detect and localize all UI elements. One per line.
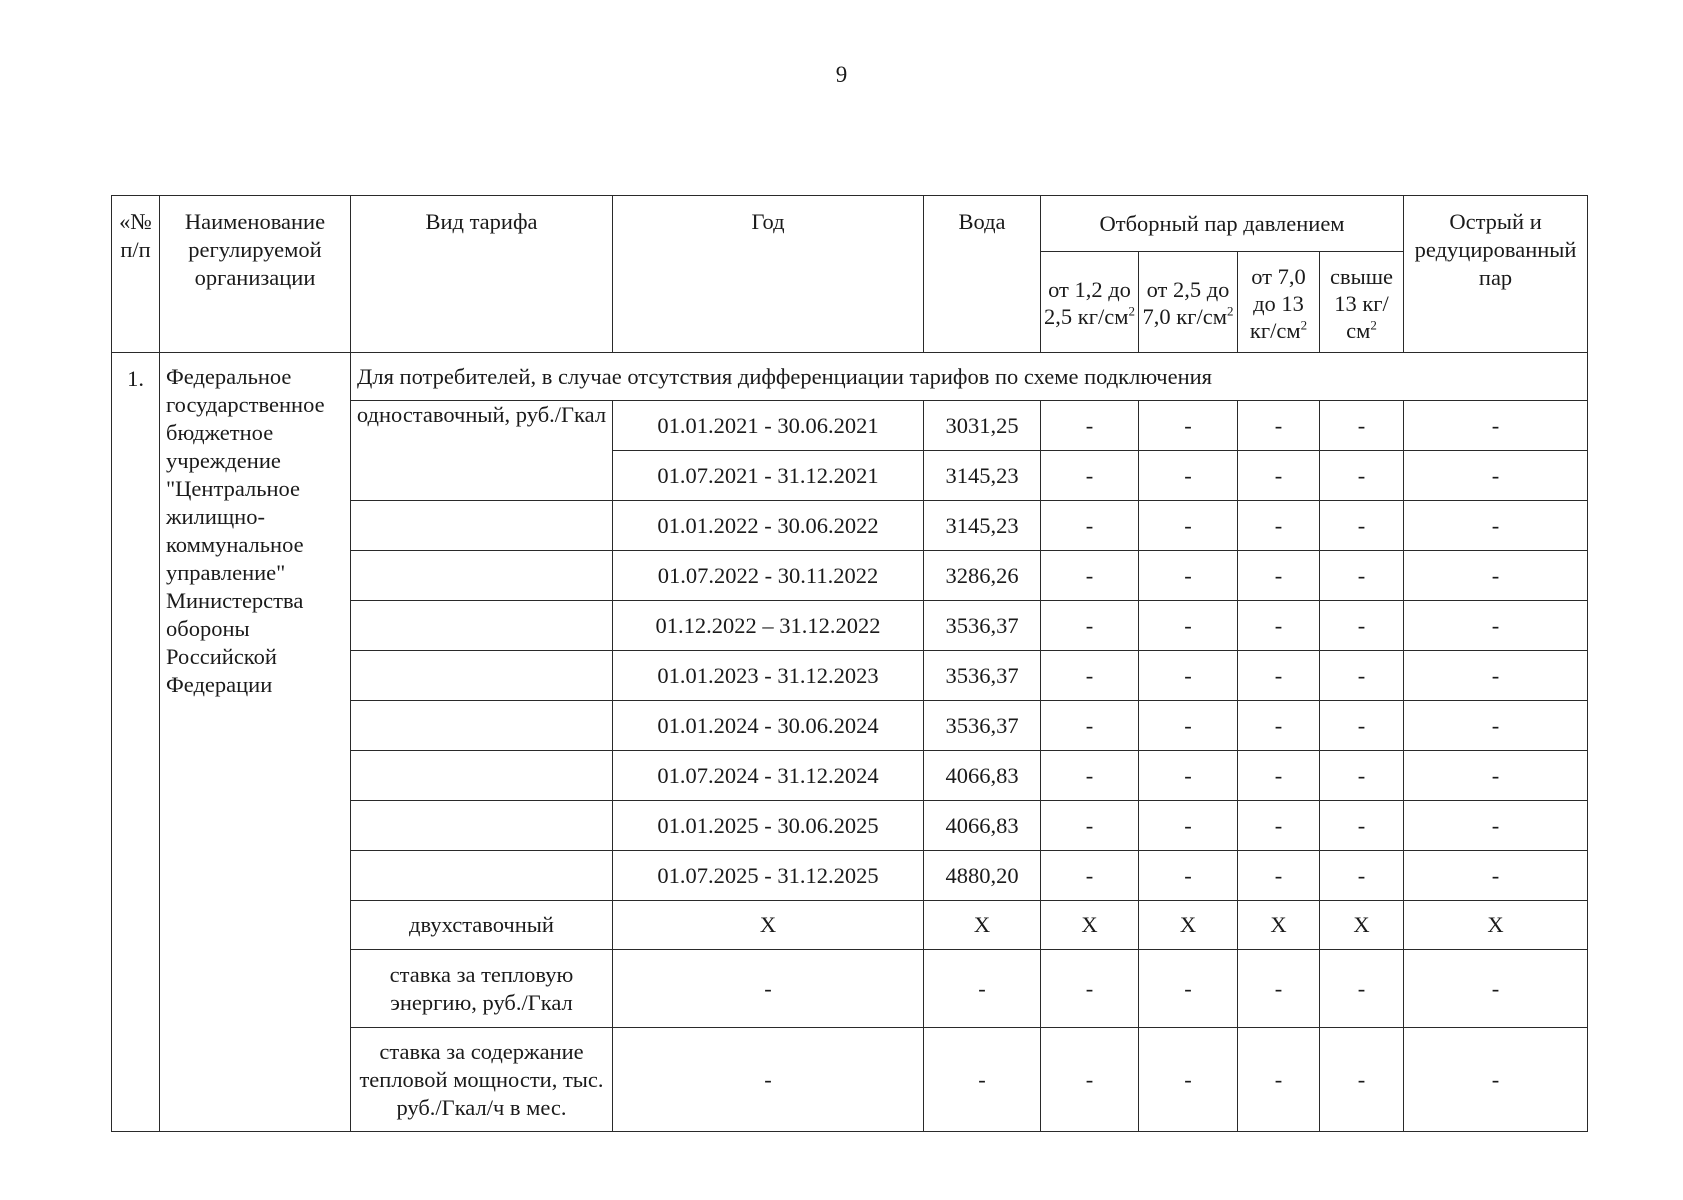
- period-cell: 01.12.2022 – 31.12.2022: [613, 601, 924, 651]
- steam-3-cell: -: [1238, 801, 1320, 851]
- tariff-type-empty: [351, 801, 613, 851]
- steam-4-cell: -: [1320, 751, 1404, 801]
- steam-4-cell: -: [1320, 801, 1404, 851]
- steam-3-cell: -: [1238, 401, 1320, 451]
- period-cell: 01.01.2022 - 30.06.2022: [613, 501, 924, 551]
- period-cell: -: [613, 950, 924, 1028]
- sharp-steam-cell: -: [1404, 551, 1588, 601]
- period-cell: 01.01.2024 - 30.06.2024: [613, 701, 924, 751]
- tariff-type-empty: [351, 551, 613, 601]
- two-rate-label: двухставочный: [351, 901, 613, 950]
- row-number: 1.: [112, 353, 160, 1132]
- steam-1-cell: -: [1041, 701, 1139, 751]
- steam-4-cell: -: [1320, 501, 1404, 551]
- period-cell: 01.07.2024 - 31.12.2024: [613, 751, 924, 801]
- header-steam-pressure: Отборный пар давлением: [1041, 196, 1404, 252]
- steam-4-cell: X: [1320, 901, 1404, 950]
- steam-4-cell: -: [1320, 1028, 1404, 1132]
- tariff-type-empty: [351, 601, 613, 651]
- water-cell: 3031,25: [924, 401, 1041, 451]
- sharp-steam-cell: -: [1404, 751, 1588, 801]
- water-cell: X: [924, 901, 1041, 950]
- header-sharp-steam: Острый и редуцированный пар: [1404, 196, 1588, 353]
- heat-energy-rate-label: ставка за тепловую энергию, руб./Гкал: [351, 950, 613, 1028]
- sharp-steam-cell: -: [1404, 801, 1588, 851]
- tariff-type-empty: [351, 851, 613, 901]
- steam-3-cell: -: [1238, 601, 1320, 651]
- sharp-steam-cell: -: [1404, 701, 1588, 751]
- sharp-steam-cell: -: [1404, 950, 1588, 1028]
- steam-2-cell: -: [1139, 851, 1238, 901]
- steam-1-cell: X: [1041, 901, 1139, 950]
- sharp-steam-cell: -: [1404, 651, 1588, 701]
- water-cell: 4066,83: [924, 751, 1041, 801]
- tariff-type-empty: [351, 701, 613, 751]
- period-cell: 01.07.2021 - 31.12.2021: [613, 451, 924, 501]
- steam-4-cell: -: [1320, 851, 1404, 901]
- steam-1-cell: -: [1041, 751, 1139, 801]
- steam-4-cell: -: [1320, 950, 1404, 1028]
- steam-3-cell: -: [1238, 701, 1320, 751]
- sharp-steam-cell: -: [1404, 851, 1588, 901]
- header-steam-1: от 1,2 до 2,5 $кг/см^2$: [1041, 252, 1139, 353]
- water-cell: 3145,23: [924, 501, 1041, 551]
- steam-2-cell: -: [1139, 551, 1238, 601]
- section-row: [112, 353, 1588, 401]
- steam-4-cell: -: [1320, 551, 1404, 601]
- header-organization: Наименование регулируемой организации: [160, 196, 351, 353]
- steam-1-cell: -: [1041, 1028, 1139, 1132]
- steam-3-cell: -: [1238, 950, 1320, 1028]
- steam-2-cell: -: [1139, 751, 1238, 801]
- period-cell: 01.01.2023 - 31.12.2023: [613, 651, 924, 701]
- capacity-rate-label: ставка за содержание тепловой мощности, тыс. руб./Гкал/ч в мес.: [351, 1028, 613, 1132]
- period-cell: 01.01.2021 - 30.06.2021: [613, 401, 924, 451]
- sharp-steam-cell: -: [1404, 451, 1588, 501]
- header-year: Год: [613, 196, 924, 353]
- steam-1-cell: -: [1041, 801, 1139, 851]
- water-cell: 4066,83: [924, 801, 1041, 851]
- steam-2-cell: -: [1139, 401, 1238, 451]
- steam-1-cell: -: [1041, 551, 1139, 601]
- steam-2-cell: -: [1139, 501, 1238, 551]
- water-cell: 3536,37: [924, 701, 1041, 751]
- sharp-steam-cell: -: [1404, 601, 1588, 651]
- header-num: «№ п/п: [112, 196, 160, 353]
- steam-4-cell: -: [1320, 701, 1404, 751]
- header-steam-2: от 2,5 до 7,0 $кг/см^2$: [1139, 252, 1238, 353]
- tariff-type-empty: [351, 751, 613, 801]
- steam-2-cell: -: [1139, 451, 1238, 501]
- steam-2-cell: X: [1139, 901, 1238, 950]
- steam-2-cell: -: [1139, 1028, 1238, 1132]
- steam-3-cell: -: [1238, 651, 1320, 701]
- water-cell: 4880,20: [924, 851, 1041, 901]
- single-rate-label: одноставочный, руб./Гкал: [351, 401, 613, 501]
- header-row: [112, 196, 1588, 252]
- sharp-steam-cell: -: [1404, 501, 1588, 551]
- water-cell: 3145,23: [924, 451, 1041, 501]
- steam-2-cell: -: [1139, 601, 1238, 651]
- period-cell: -: [613, 1028, 924, 1132]
- steam-3-cell: -: [1238, 851, 1320, 901]
- steam-3-cell: -: [1238, 751, 1320, 801]
- water-cell: 3536,37: [924, 651, 1041, 701]
- steam-1-cell: -: [1041, 851, 1139, 901]
- steam-3-cell: -: [1238, 451, 1320, 501]
- sharp-steam-cell: X: [1404, 901, 1588, 950]
- steam-4-cell: -: [1320, 601, 1404, 651]
- steam-1-cell: -: [1041, 501, 1139, 551]
- period-cell: X: [613, 901, 924, 950]
- period-cell: 01.07.2022 - 30.11.2022: [613, 551, 924, 601]
- steam-4-cell: -: [1320, 451, 1404, 501]
- header-steam-3: от 7,0 до 13 $кг/см^2$: [1238, 252, 1320, 353]
- steam-4-cell: -: [1320, 651, 1404, 701]
- steam-1-cell: -: [1041, 950, 1139, 1028]
- tariff-type-empty: [351, 651, 613, 701]
- header-water: Вода: [924, 196, 1041, 353]
- period-cell: 01.07.2025 - 31.12.2025: [613, 851, 924, 901]
- steam-2-cell: -: [1139, 950, 1238, 1028]
- tariff-table: [111, 195, 1588, 1132]
- steam-3-cell: -: [1238, 1028, 1320, 1132]
- sharp-steam-cell: -: [1404, 401, 1588, 451]
- organization-name: Федеральное государственное бюджетное учреждение "Центральное жилищно-коммунальное управление" Министерства обороны Российской Федерации: [160, 353, 351, 1132]
- water-cell: 3286,26: [924, 551, 1041, 601]
- page-number: 9: [835, 62, 848, 87]
- steam-3-cell: -: [1238, 551, 1320, 601]
- header-tariff-type: Вид тарифа: [351, 196, 613, 353]
- water-cell: -: [924, 950, 1041, 1028]
- steam-1-cell: -: [1041, 651, 1139, 701]
- steam-2-cell: -: [1139, 651, 1238, 701]
- steam-3-cell: -: [1238, 501, 1320, 551]
- steam-1-cell: -: [1041, 451, 1139, 501]
- water-cell: -: [924, 1028, 1041, 1132]
- steam-3-cell: X: [1238, 901, 1320, 950]
- water-cell: 3536,37: [924, 601, 1041, 651]
- steam-1-cell: -: [1041, 401, 1139, 451]
- steam-2-cell: -: [1139, 801, 1238, 851]
- sharp-steam-cell: -: [1404, 1028, 1588, 1132]
- period-cell: 01.01.2025 - 30.06.2025: [613, 801, 924, 851]
- steam-2-cell: -: [1139, 701, 1238, 751]
- steam-4-cell: -: [1320, 401, 1404, 451]
- header-steam-4: свыше 13 $кг/см^2$: [1320, 252, 1404, 353]
- section-title: Для потребителей, в случае отсутствия дифференциации тарифов по схеме подключения: [351, 353, 1588, 401]
- tariff-type-empty: [351, 501, 613, 551]
- steam-1-cell: -: [1041, 601, 1139, 651]
